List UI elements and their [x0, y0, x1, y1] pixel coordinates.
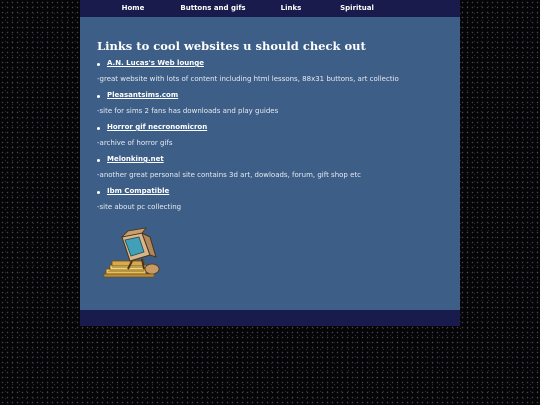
nav-buttons-and-gifs-link[interactable]: Buttons and gifs — [180, 4, 246, 12]
link-pleasantsims[interactable]: Pleasantsims.com — [107, 91, 179, 99]
computer-on-books-clipart-icon — [102, 225, 160, 281]
link-melonking[interactable]: Melonking.net — [107, 155, 164, 163]
link-description: -site about pc collecting — [97, 203, 182, 211]
bullet-icon — [97, 159, 100, 162]
link-an-lucas-web-lounge[interactable]: A.N. Lucas's Web lounge — [107, 59, 204, 67]
nav-links-link[interactable]: Links — [280, 4, 302, 12]
top-navigation — [80, 0, 460, 17]
page-heading: Links to cool websites u should check out — [97, 39, 366, 53]
link-description: -archive of horror gifs — [97, 139, 173, 147]
link-description: -site for sims 2 fans has downloads and play guides — [97, 107, 279, 115]
link-ibm-compatible[interactable]: Ibm Compatible — [107, 187, 170, 195]
nav-home-link[interactable]: Home — [121, 4, 145, 12]
bullet-icon — [97, 191, 100, 194]
page-footer — [80, 310, 460, 326]
bullet-icon — [97, 63, 100, 66]
page-container — [80, 0, 460, 326]
nav-spiritual-link[interactable]: Spiritual — [340, 4, 374, 12]
main-content — [80, 17, 460, 310]
link-description: -great website with lots of content including html lessons, 88x31 buttons, art collectio — [97, 75, 399, 83]
link-description: -another great personal site contains 3d art, dowloads, forum, gift shop etc — [97, 171, 361, 179]
link-horror-gif-necronomicron[interactable]: Horror gif necronomicron — [107, 123, 208, 131]
bullet-icon — [97, 127, 100, 130]
bullet-icon — [97, 95, 100, 98]
